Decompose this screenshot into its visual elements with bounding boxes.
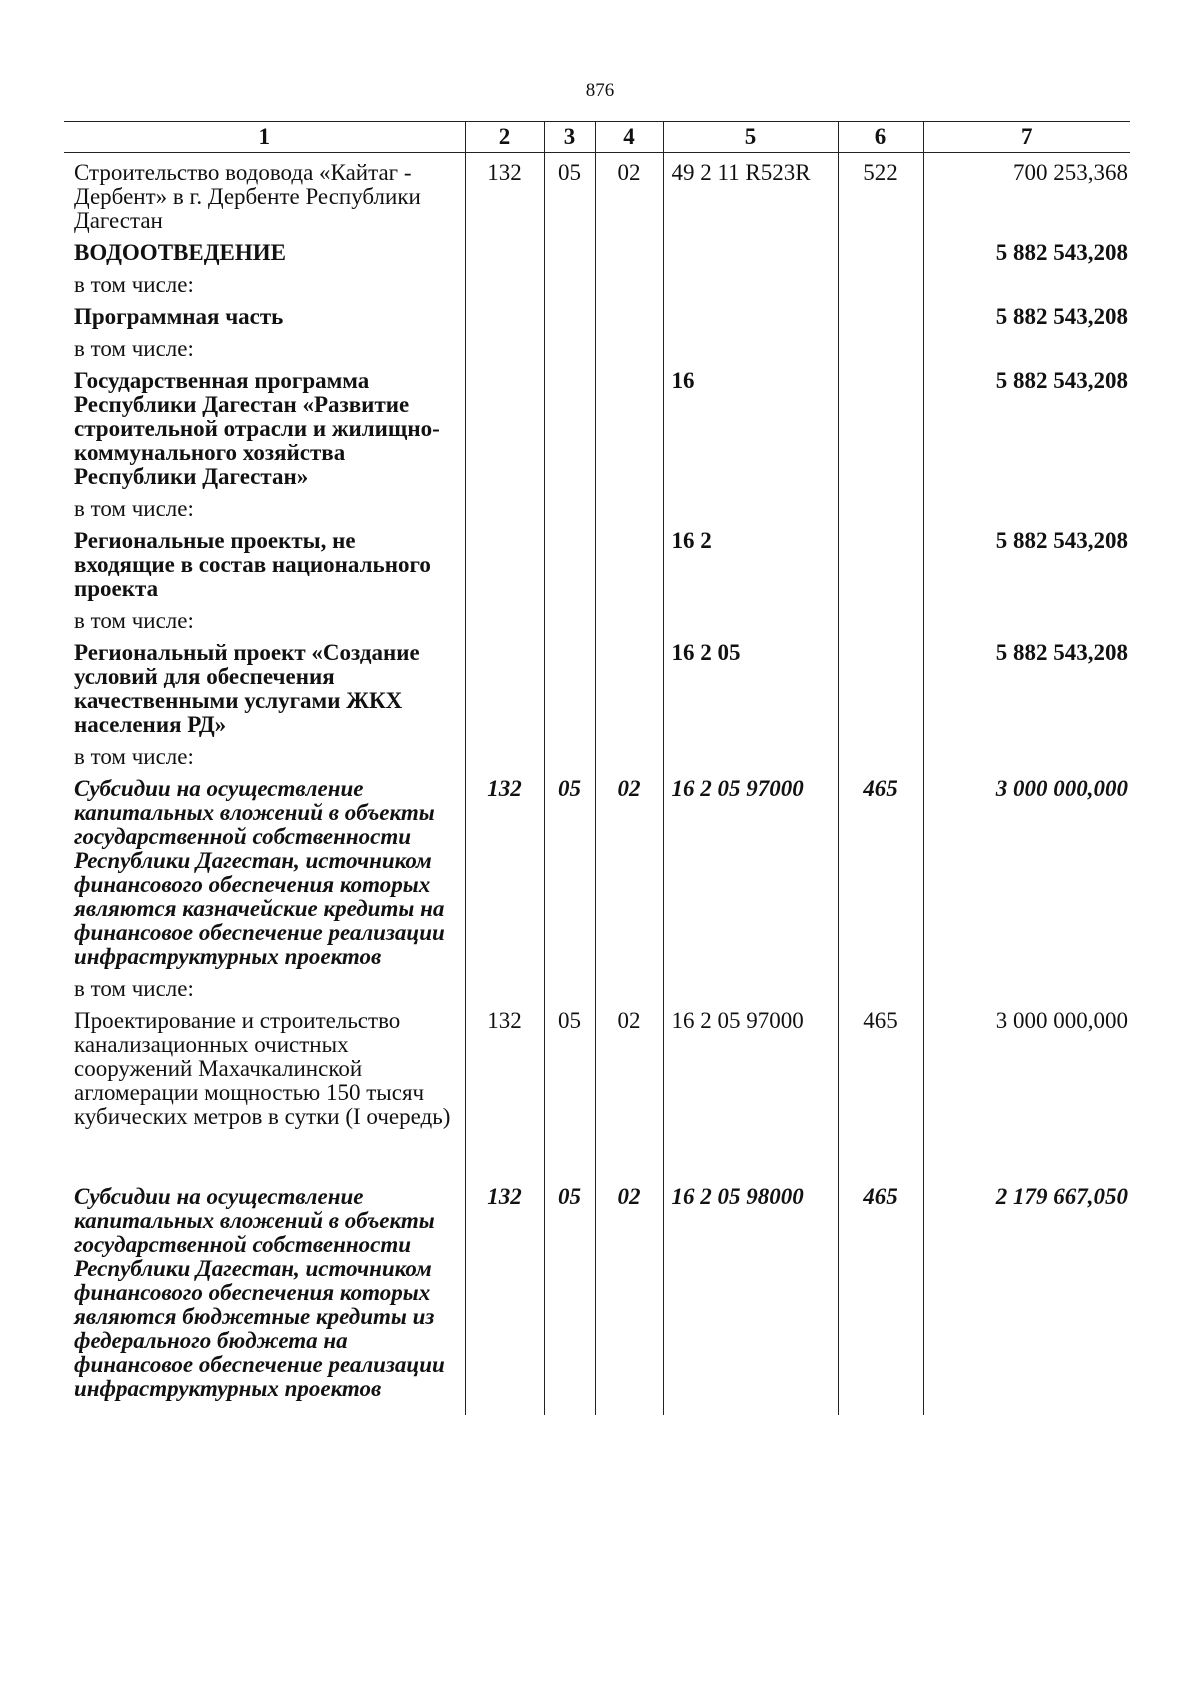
row-code-3: 05 [544, 769, 595, 969]
budget-table [64, 121, 1130, 1415]
row-code-6: 465 [838, 1001, 923, 1129]
row-amount [923, 601, 1130, 633]
row-name: в том числе: [74, 272, 194, 297]
row-name: Программная часть [74, 304, 284, 329]
row-code-5: 16 2 [663, 521, 838, 601]
row-code-5: 16 2 05 97000 [663, 769, 838, 969]
table-row [64, 329, 1130, 361]
row-code-6 [838, 737, 923, 769]
row-code-2: 132 [465, 153, 544, 234]
row-amount: 3 000 000,000 [923, 1001, 1130, 1129]
row-code-4: 02 [595, 153, 663, 234]
row-code-2 [465, 233, 544, 265]
row-amount [923, 969, 1130, 1001]
row-amount: 3 000 000,000 [923, 769, 1130, 969]
row-code-3 [544, 265, 595, 297]
row-code-5: 16 2 05 97000 [663, 1001, 838, 1129]
row-code-6 [838, 969, 923, 1001]
row-code-2: 132 [465, 1177, 544, 1401]
filler-cell [838, 1401, 923, 1415]
row-code-2 [465, 633, 544, 737]
row-code-6 [838, 1129, 923, 1177]
row-code-2 [465, 521, 544, 601]
row-code-6 [838, 521, 923, 601]
row-code-3: 05 [544, 1001, 595, 1129]
row-code-3 [544, 737, 595, 769]
row-code-5 [663, 1129, 838, 1177]
row-amount [923, 265, 1130, 297]
table-row [64, 153, 1130, 234]
row-code-5 [663, 329, 838, 361]
row-code-3 [544, 1129, 595, 1177]
row-name: в том числе: [74, 608, 194, 633]
row-code-2 [465, 265, 544, 297]
row-code-4 [595, 1129, 663, 1177]
table-row [64, 969, 1130, 1001]
row-code-6 [838, 265, 923, 297]
row-code-4: 02 [595, 1001, 663, 1129]
row-code-6: 465 [838, 769, 923, 969]
filler-cell [465, 1401, 544, 1415]
table-row [64, 737, 1130, 769]
row-code-3 [544, 329, 595, 361]
row-code-6 [838, 601, 923, 633]
row-code-6: 522 [838, 153, 923, 234]
row-name: Региональные проекты, не входящие в состав национального проекта [74, 528, 431, 601]
row-code-3 [544, 969, 595, 1001]
row-amount [923, 489, 1130, 521]
table-header-row [64, 122, 1130, 153]
table-row [64, 1129, 1130, 1177]
row-code-3: 05 [544, 153, 595, 234]
row-code-4 [595, 297, 663, 329]
table-row [64, 1177, 1130, 1401]
filler-cell [544, 1401, 595, 1415]
row-code-4 [595, 521, 663, 601]
row-code-6 [838, 297, 923, 329]
filler-cell [663, 1401, 838, 1415]
column-header: 4 [595, 122, 663, 153]
row-code-5 [663, 265, 838, 297]
row-code-6 [838, 329, 923, 361]
row-code-4: 02 [595, 769, 663, 969]
row-name: Региональный проект «Создание условий для обеспечения качественными услугами ЖКХ населения РД» [74, 640, 420, 737]
row-amount: 5 882 543,208 [923, 633, 1130, 737]
table-row [64, 601, 1130, 633]
row-code-2 [465, 361, 544, 489]
row-amount: 2 179 667,050 [923, 1177, 1130, 1401]
row-code-3 [544, 489, 595, 521]
table-row [64, 265, 1130, 297]
table-row [64, 1001, 1130, 1129]
row-code-5: 16 [663, 361, 838, 489]
column-header: 6 [838, 122, 923, 153]
row-code-2 [465, 969, 544, 1001]
filler-cell [923, 1401, 1130, 1415]
page-number: 876 [585, 80, 615, 101]
row-code-4 [595, 489, 663, 521]
table-row [64, 521, 1130, 601]
row-amount: 5 882 543,208 [923, 297, 1130, 329]
row-name: Строительство водовода «Кайтаг - Дербент» в г. Дербенте Республики Дагестан [74, 160, 421, 233]
column-header: 7 [923, 122, 1130, 153]
column-header: 3 [544, 122, 595, 153]
row-code-4 [595, 633, 663, 737]
row-code-5 [663, 601, 838, 633]
row-amount: 5 882 543,208 [923, 521, 1130, 601]
row-code-4 [595, 265, 663, 297]
table-row [64, 489, 1130, 521]
row-code-6 [838, 233, 923, 265]
row-code-2 [465, 737, 544, 769]
column-header: 1 [64, 122, 465, 153]
row-code-5: 16 2 05 [663, 633, 838, 737]
table-row [64, 769, 1130, 969]
row-name: Проектирование и строительство канализационных очистных сооружений Махачкалинской агломерации мощностью 150 тысяч кубических метров в сутки (I очередь) [74, 1008, 451, 1129]
row-code-4: 02 [595, 1177, 663, 1401]
row-amount [923, 329, 1130, 361]
row-code-5 [663, 737, 838, 769]
row-name: в том числе: [74, 976, 194, 1001]
row-name: Субсидии на осуществление капитальных вложений в объекты государственной собственности Республики Дагестан, источником финансового обеспечения которых являются бюджетные кредиты из федерального бюджета на финансовое обеспечение реализации инфраструктурных проектов [74, 1184, 445, 1401]
row-code-5 [663, 969, 838, 1001]
row-code-5 [663, 297, 838, 329]
row-code-5 [663, 489, 838, 521]
column-header: 5 [663, 122, 838, 153]
row-code-6: 465 [838, 1177, 923, 1401]
row-code-6 [838, 361, 923, 489]
table-row [64, 297, 1130, 329]
row-code-2 [465, 297, 544, 329]
row-code-4 [595, 969, 663, 1001]
row-name: в том числе: [74, 336, 194, 361]
row-code-2 [465, 489, 544, 521]
row-code-6 [838, 489, 923, 521]
row-name: Субсидии на осуществление капитальных вложений в объекты государственной собственности Республики Дагестан, источником финансового обеспечения которых являются казначейские кредиты на финансовое обеспечение реализации инфраструктурных проектов [74, 776, 445, 969]
table-filler-row [64, 1401, 1130, 1415]
row-code-4 [595, 737, 663, 769]
row-name: ВОДООТВЕДЕНИЕ [74, 240, 286, 265]
row-amount: 5 882 543,208 [923, 361, 1130, 489]
row-code-3 [544, 601, 595, 633]
row-code-3 [544, 297, 595, 329]
row-code-3 [544, 361, 595, 489]
row-code-3 [544, 233, 595, 265]
row-amount: 5 882 543,208 [923, 233, 1130, 265]
row-amount [923, 1129, 1130, 1177]
row-name: в том числе: [74, 744, 194, 769]
row-name [64, 1129, 465, 1177]
filler-cell [64, 1401, 465, 1415]
row-code-4 [595, 601, 663, 633]
row-code-2: 132 [465, 1001, 544, 1129]
row-amount: 700 253,368 [923, 153, 1130, 234]
row-code-4 [595, 361, 663, 489]
row-code-3 [544, 633, 595, 737]
row-code-5: 16 2 05 98000 [663, 1177, 838, 1401]
table-row [64, 233, 1130, 265]
row-code-3 [544, 521, 595, 601]
row-code-5: 49 2 11 R523R [663, 153, 838, 234]
row-code-3: 05 [544, 1177, 595, 1401]
row-code-2: 132 [465, 769, 544, 969]
filler-cell [595, 1401, 663, 1415]
column-header: 2 [465, 122, 544, 153]
row-code-4 [595, 233, 663, 265]
row-code-4 [595, 329, 663, 361]
table-row [64, 361, 1130, 489]
row-name: Государственная программа Республики Дагестан «Развитие строительной отрасли и жилищно-коммунального хозяйства Республики Дагестан» [74, 368, 440, 489]
row-code-2 [465, 329, 544, 361]
row-code-5 [663, 233, 838, 265]
table-body [64, 153, 1130, 1416]
row-code-2 [465, 1129, 544, 1177]
row-name: в том числе: [74, 496, 194, 521]
row-code-6 [838, 633, 923, 737]
row-amount [923, 737, 1130, 769]
row-code-2 [465, 601, 544, 633]
table-row [64, 633, 1130, 737]
